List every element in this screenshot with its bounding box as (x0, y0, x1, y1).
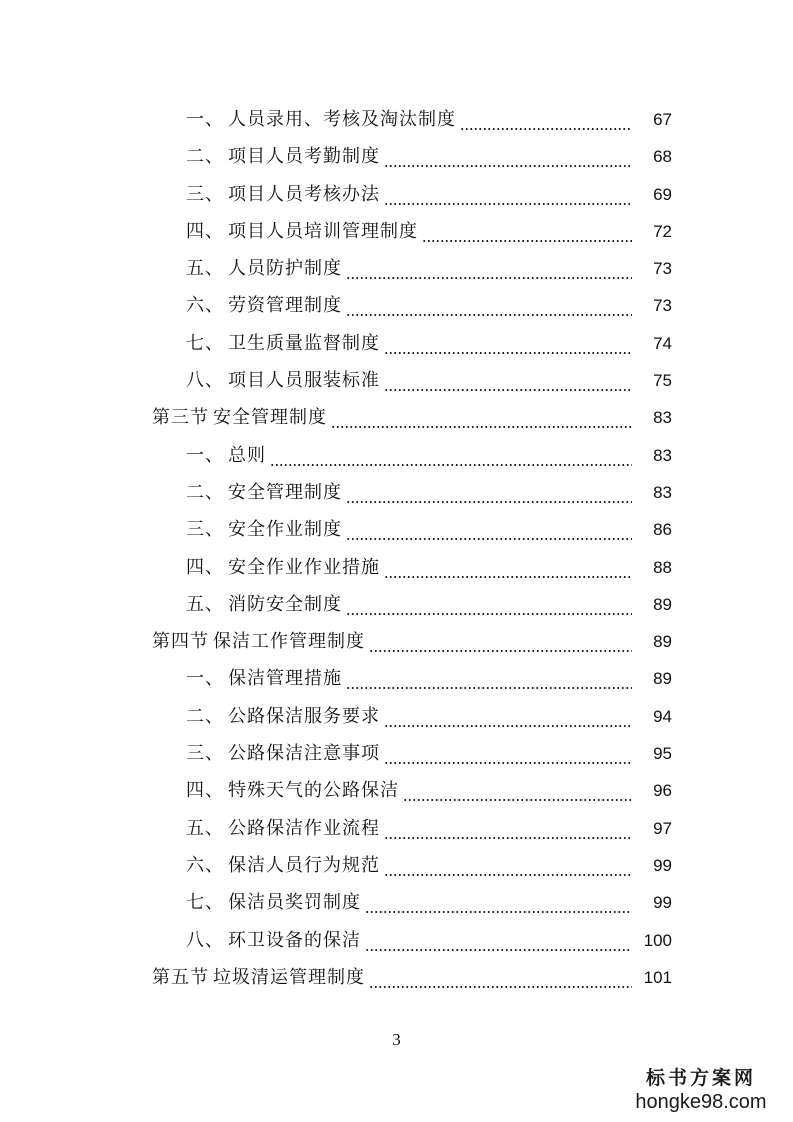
toc-entry-text (152, 399, 327, 436)
dot-leader (369, 623, 632, 660)
toc-entry-title: 项目人员培训管理制度 (228, 220, 418, 242)
toc-entry-title: 特殊天气的公路保洁 (228, 780, 399, 802)
dot-leader (384, 176, 632, 213)
toc-entry-title: 消防安全制度 (228, 593, 342, 615)
toc-entry-text (186, 511, 342, 548)
toc-entry-page: 97 (653, 818, 672, 838)
toc-entry[interactable] (0, 549, 793, 586)
toc-entry-title: 项目人员考核办法 (228, 183, 380, 205)
toc-entry-page: 86 (653, 520, 672, 540)
toc-entry-title: 公路保洁作业流程 (228, 817, 380, 839)
dot-leader (460, 101, 632, 138)
dot-leader (384, 735, 632, 772)
dot-leader (270, 437, 632, 474)
toc-entry-text (186, 884, 361, 921)
toc-entry-text (186, 101, 456, 138)
toc-entry-page: 88 (653, 557, 672, 577)
toc-entry-title: 卫生质量监督制度 (228, 332, 380, 354)
toc-entry-text (152, 959, 365, 996)
toc-entry-number: 三、 (186, 743, 224, 765)
dot-leader (384, 549, 632, 586)
dot-leader (384, 810, 632, 847)
toc-entry-title: 安全作业作业措施 (228, 556, 380, 578)
toc-entry[interactable] (0, 847, 793, 884)
toc-entry[interactable] (0, 437, 793, 474)
toc-entry[interactable] (0, 399, 793, 436)
toc-entry-number: 五、 (186, 593, 224, 615)
toc-entry-page: 95 (653, 744, 672, 764)
toc-entry-page: 69 (653, 184, 672, 204)
dot-leader (346, 660, 632, 697)
toc-entry-page: 74 (653, 333, 672, 353)
toc-entry-number: 第四节 (152, 631, 209, 653)
toc-entry-title: 安全作业制度 (228, 519, 342, 541)
toc-entry-page: 72 (653, 221, 672, 241)
toc-entry-page: 96 (653, 781, 672, 801)
toc-entry-number: 二、 (186, 705, 224, 727)
toc-entry-text (186, 138, 380, 175)
toc-entry-number: 七、 (186, 892, 224, 914)
toc-entry-text (186, 176, 380, 213)
toc-entry-page: 68 (653, 147, 672, 167)
toc-entry-number: 三、 (186, 519, 224, 541)
dot-leader (331, 399, 632, 436)
toc-entry-title: 劳资管理制度 (228, 295, 342, 317)
dot-leader (384, 698, 632, 735)
toc-entry[interactable] (0, 959, 793, 996)
toc-entry-number: 二、 (186, 146, 224, 168)
toc-entry[interactable] (0, 138, 793, 175)
toc-entry-number: 五、 (186, 817, 224, 839)
toc-entry-page: 73 (653, 296, 672, 316)
toc-entry-title: 公路保洁服务要求 (228, 705, 380, 727)
toc-entry-title: 垃圾清运管理制度 (213, 966, 365, 988)
toc-entry-text (186, 847, 380, 884)
toc-entry-number: 二、 (186, 481, 224, 503)
toc-entry[interactable] (0, 474, 793, 511)
toc-entry-number: 第五节 (152, 966, 209, 988)
dot-leader (346, 250, 632, 287)
toc-entry-title: 安全管理制度 (228, 481, 342, 503)
toc-entry-text (152, 623, 365, 660)
toc-entry-number: 六、 (186, 854, 224, 876)
toc-entry-number: 七、 (186, 332, 224, 354)
dot-leader (384, 362, 632, 399)
toc-entry-number: 一、 (186, 444, 224, 466)
toc-entry[interactable] (0, 698, 793, 735)
dot-leader (365, 884, 632, 921)
toc-entry-title: 人员防护制度 (228, 258, 342, 280)
toc-entry[interactable] (0, 250, 793, 287)
toc-entry-page: 101 (643, 967, 672, 987)
dot-leader (346, 586, 632, 623)
toc-entry[interactable] (0, 362, 793, 399)
toc-entry[interactable] (0, 511, 793, 548)
toc-entry-page: 83 (653, 445, 672, 465)
toc-entry-number: 一、 (186, 109, 224, 130)
page-number: 3 (392, 1030, 401, 1049)
toc-entry[interactable] (0, 772, 793, 809)
toc-entry-number: 三、 (186, 183, 224, 205)
toc-entry-number: 六、 (186, 295, 224, 317)
toc-entry-title: 总则 (228, 444, 266, 466)
toc-entry-title: 安全管理制度 (213, 407, 327, 429)
toc-entry-page: 75 (653, 371, 672, 391)
toc-entry-text (186, 325, 380, 362)
dot-leader (384, 325, 632, 362)
toc-entry-text (186, 586, 342, 623)
toc-entry-title: 保洁员奖罚制度 (228, 892, 361, 914)
toc-entry-text (186, 810, 380, 847)
toc-entry-title: 公路保洁注意事项 (228, 743, 380, 765)
toc-entry-page: 100 (643, 930, 672, 950)
toc-entry-text (186, 213, 418, 250)
toc-entry-text (186, 250, 342, 287)
toc-entry-title: 保洁工作管理制度 (213, 631, 365, 653)
toc-entry-number: 四、 (186, 556, 224, 578)
toc-entry[interactable] (0, 213, 793, 250)
toc-entry-page: 73 (653, 259, 672, 279)
toc-entry-title: 人员录用、考核及淘汰制度 (228, 109, 456, 130)
dot-leader (384, 847, 632, 884)
toc-entry-page: 89 (653, 632, 672, 652)
toc-entry-title: 保洁人员行为规范 (228, 854, 380, 876)
toc-entry[interactable] (0, 586, 793, 623)
toc-entry-text (186, 660, 342, 697)
watermark-name: 标书方案网 (645, 1067, 756, 1089)
toc-entry-text (186, 474, 342, 511)
toc-entry-page: 67 (653, 110, 672, 129)
dot-leader (384, 138, 632, 175)
toc-entry[interactable] (0, 325, 793, 362)
dot-leader (346, 287, 632, 324)
toc-entry-number: 第三节 (152, 407, 209, 429)
toc-entry-number: 四、 (186, 220, 224, 242)
toc-entry-page: 99 (653, 855, 672, 875)
toc-entry[interactable] (0, 884, 793, 921)
toc-entry-page: 94 (653, 706, 672, 726)
watermark-url: hongke98.com (635, 1091, 767, 1113)
dot-leader (403, 772, 632, 809)
toc-entry-page: 89 (653, 669, 672, 689)
toc-entry-text (186, 735, 380, 772)
toc-entry-page: 99 (653, 893, 672, 913)
toc-entry[interactable] (0, 176, 793, 213)
table-of-contents (0, 101, 793, 996)
toc-entry[interactable] (0, 735, 793, 772)
toc-entry[interactable] (0, 101, 793, 138)
watermark (621, 1066, 781, 1114)
dot-leader (346, 511, 632, 548)
toc-entry-title: 项目人员考勤制度 (228, 146, 380, 168)
toc-entry-page: 89 (653, 594, 672, 614)
toc-entry-title: 环卫设备的保洁 (228, 929, 361, 951)
toc-entry-text (186, 437, 266, 474)
toc-entry-title: 保洁管理措施 (228, 668, 342, 690)
toc-entry[interactable] (0, 287, 793, 324)
toc-entry-text (186, 287, 342, 324)
toc-entry[interactable] (0, 922, 793, 959)
toc-entry[interactable] (0, 660, 793, 697)
dot-leader (422, 213, 632, 250)
toc-entry-text (186, 772, 399, 809)
toc-entry-text (186, 549, 380, 586)
toc-entry-number: 八、 (186, 370, 224, 392)
toc-entry-number: 五、 (186, 258, 224, 280)
toc-entry-title: 项目人员服装标准 (228, 370, 380, 392)
toc-entry-page: 83 (653, 408, 672, 428)
dot-leader (369, 959, 632, 996)
toc-entry-page: 83 (653, 482, 672, 502)
dot-leader (365, 922, 632, 959)
toc-entry[interactable] (0, 623, 793, 660)
toc-entry-number: 一、 (186, 668, 224, 690)
toc-entry-text (186, 698, 380, 735)
toc-entry-number: 四、 (186, 780, 224, 802)
toc-entry-text (186, 362, 380, 399)
toc-entry[interactable] (0, 810, 793, 847)
dot-leader (346, 474, 632, 511)
toc-entry-text (186, 922, 361, 959)
toc-entry-number: 八、 (186, 929, 224, 951)
